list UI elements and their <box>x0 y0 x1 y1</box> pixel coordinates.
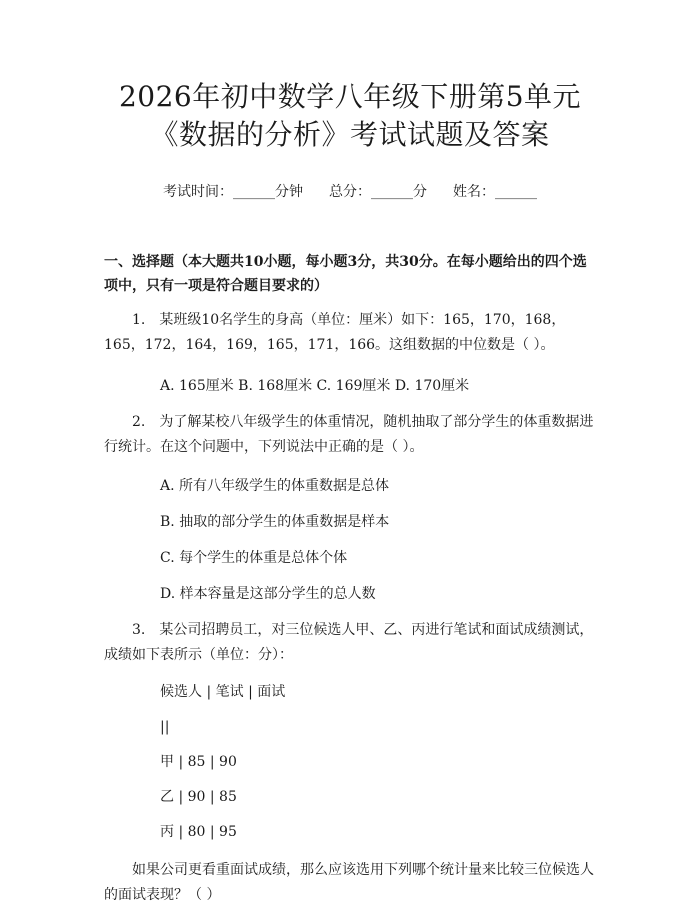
question-1-stem: 1. 某班级10名学生的身高（单位：厘米）如下：165，170，168，165，172，164，169，165，171，166。这组数据的中位数是（ ）。 <box>104 312 566 353</box>
exam-time-label: 考试时间：______分钟 <box>163 184 303 200</box>
table-row: 丙 | 80 | 95 <box>160 824 237 840</box>
question-3-stem: 3. 某公司招聘员工，对三位候选人甲、乙、丙进行笔试和面试成绩测试，成绩如下表所示（单位：分）： <box>104 622 594 663</box>
table-separator-row: || <box>160 719 170 735</box>
question-2-option-b: B. 抽取的部分学生的体重数据是样本 <box>160 514 390 530</box>
table-row: 甲 | 85 | 90 <box>160 754 237 770</box>
question-3-score-table <box>104 682 596 842</box>
question-3-follow-up: 如果公司更看重面试成绩，那么应该选用下列哪个统计量来比较三位候选人的面试表现？（ ） <box>104 862 594 903</box>
question-2-option-c: C. 每个学生的体重是总体个体 <box>160 550 348 566</box>
document-title: 2026年初中数学八年级下册第5单元《数据的分析》考试试题及答案 <box>118 80 582 151</box>
table-header-row: 候选人 | 笔试 | 面试 <box>160 684 286 700</box>
question-2-option-a: A. 所有八年级学生的体重数据是总体 <box>160 478 390 494</box>
question-2-stem: 2. 为了解某校八年级学生的体重情况，随机抽取了部分学生的体重数据进行统计。在这个问题中，下列说法中正确的是（ ）。 <box>104 414 594 455</box>
exam-info-line <box>104 182 596 202</box>
question-2-option-d: D. 样本容量是这部分学生的总人数 <box>160 586 376 602</box>
total-score-label: 总分：______分 <box>329 184 427 200</box>
question-2-options <box>104 476 596 604</box>
table-row: 乙 | 90 | 85 <box>160 789 237 805</box>
student-name-label: 姓名：______ <box>453 184 537 200</box>
section-heading-choice: 一、选择题（本大题共10小题，每小题3分，共30分。在每小题给出的四个选项中，只有一项是符合题目要求的） <box>104 254 587 294</box>
question-1-options: A. 165厘米 B. 168厘米 C. 169厘米 D. 170厘米 <box>160 378 470 394</box>
